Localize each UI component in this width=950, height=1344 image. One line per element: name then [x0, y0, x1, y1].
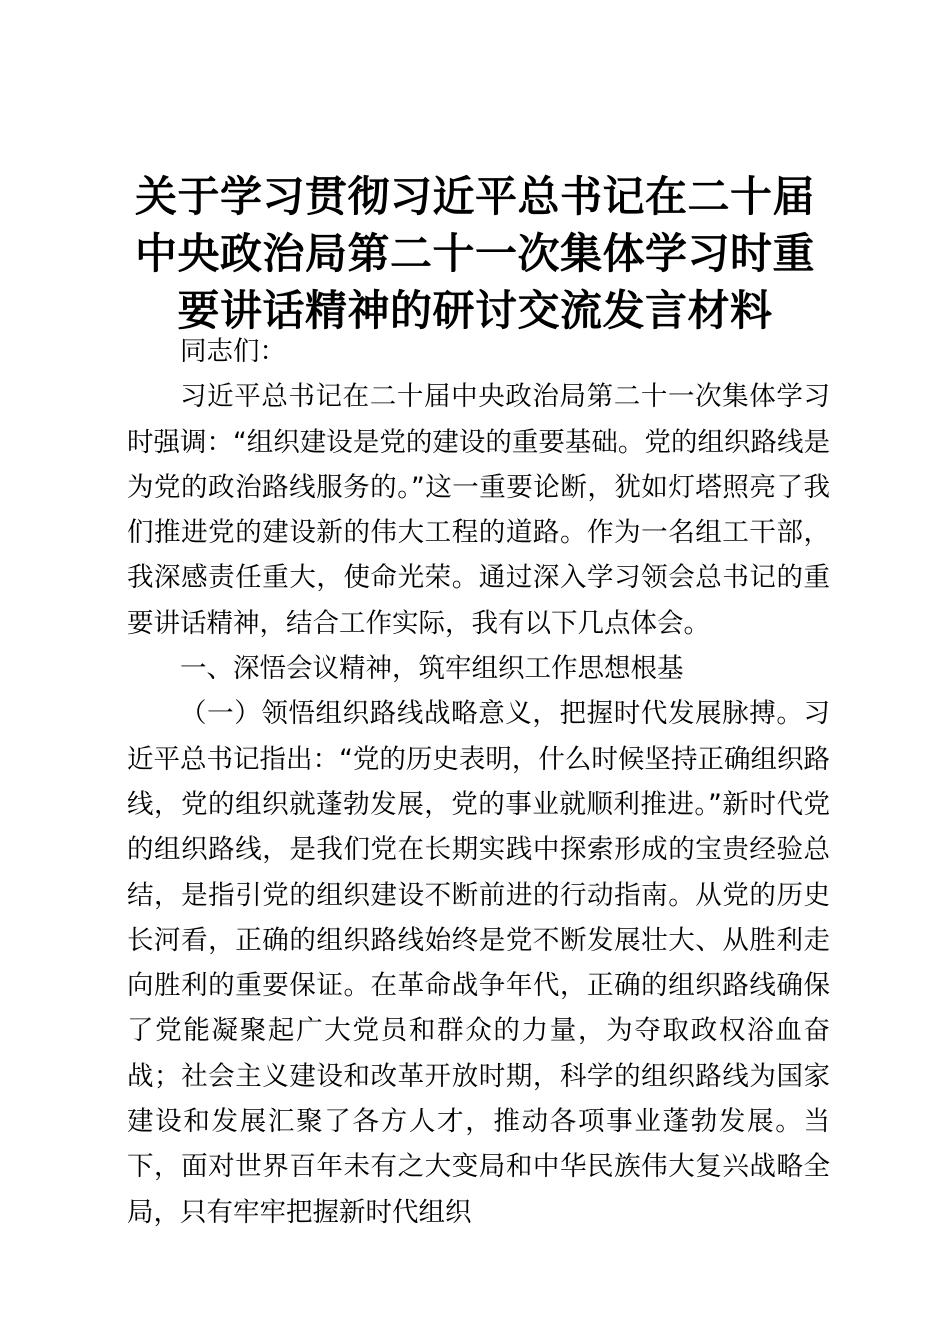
intro-paragraph: 习近平总书记在二十届中央政治局第二十一次集体学习时强调：“组织建设是党的建设的重要基础。党的组织路线是为党的政治路线服务的。”这一重要论断，犹如灯塔照亮了我们推进党的建设新的伟大工程的道路。作为一名组工干部，我深感责任重大，使命光荣。通过深入学习领会总书记的重要讲话精神，结合工作实际，我有以下几点体会。	[127, 381, 830, 639]
greeting-paragraph: 同志们：	[180, 336, 286, 367]
subsection-paragraph: （一）领悟组织路线战略意义，把握时代发展脉搏。习近平总书记指出：“党的历史表明，什么时候坚持正确组织路线，党的组织就蓬勃发展，党的事业就顺利推进。”新时代党的组织路线，是我们党在长期实践中探索形成的宝贵经验总结，是指引党的组织建设不断前进的行动指南。从党的历史长河看，正确的组织路线始终是党不断发展壮大、从胜利走向胜利的重要保证。在革命战争年代，正确的组织路线确保了党能凝聚起广大党员和群众的力量，为夺取政权浴血奋战；社会主义建设和改革开放时期，科学的组织路线为国家建设和发展汇聚了各方人才，推动各项事业蓬勃发展。当下，面对世界百年未有之大变局和中华民族伟大复兴战略全局，只有牢牢把握新时代组织	[127, 698, 830, 1228]
section-heading: 一、深悟会议精神，筑牢组织工作思想根基	[180, 653, 684, 685]
document-body	[127, 329, 830, 1235]
document-title: 关于学习贯彻习近平总书记在二十届中央政治局第二十一次集体学习时重要讲话精神的研讨交流发言材料	[134, 172, 815, 335]
